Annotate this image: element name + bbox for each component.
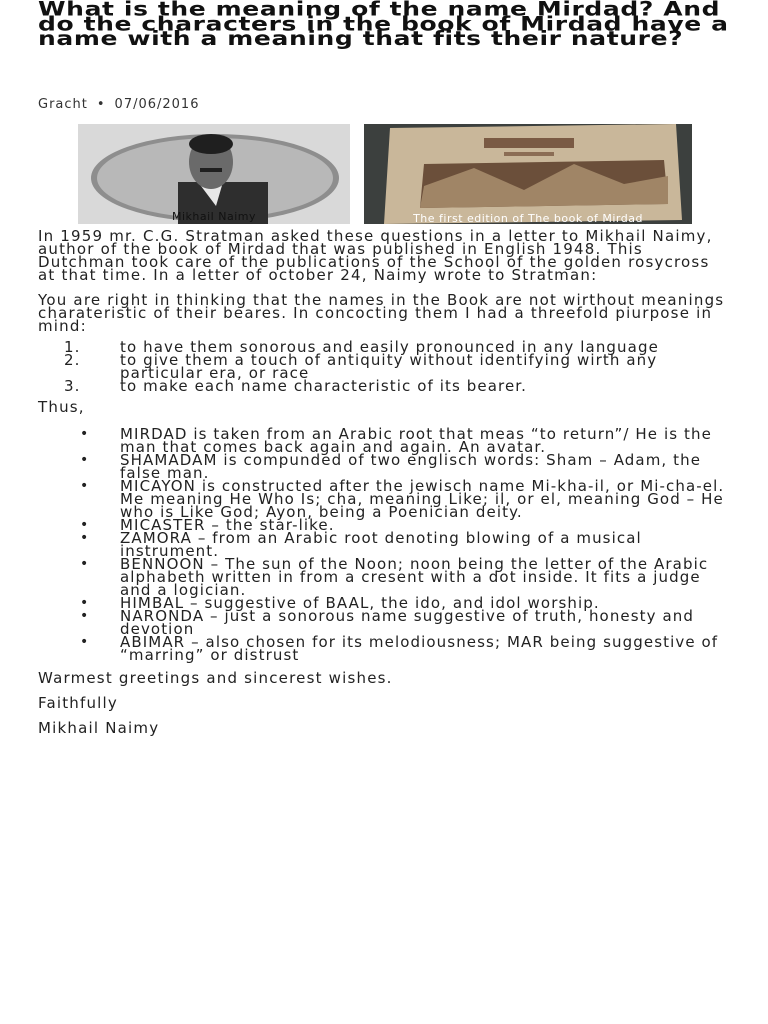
- list-item: 1. to have them sonorous and easily pronounced in any language: [64, 338, 659, 356]
- meta-separator: •: [96, 97, 106, 112]
- figure-row: [78, 124, 730, 224]
- list-item: • ABIMAR – also chosen for its melodiousness; MAR being suggestive of “marring” or distrust: [80, 633, 719, 664]
- list-item: 3. to make each name characteristic of its bearer.: [64, 377, 528, 395]
- list-item: 2. to give them a touch of antiquity without identifying wirth any particular era, or race: [64, 351, 658, 382]
- article: [38, 0, 730, 737]
- book-photo: [364, 124, 692, 224]
- article-meta: [38, 97, 199, 112]
- intro-paragraph: In 1959 mr. C.G. Stratman asked these questions in a letter to Mikhail Naimy, author of the book of Mirdad that was published in English 1948. This Dutchman took care of the publications of the School of the golden rosycross at that time. In a letter of october 24, Naimy wrote to Stratman:: [38, 227, 713, 284]
- list-item: • NARONDA – just a sonorous name suggestive of truth, honesty and devotion: [80, 607, 695, 638]
- names-list: [38, 425, 730, 664]
- article-title: What is the meaning of the name Mirdad? And do the characters in the book of Mirdad have a name with a meaning that fits their nature?: [38, 0, 729, 50]
- book-cover-image: [364, 124, 692, 224]
- portrait-photo: [78, 124, 350, 224]
- signature: Mikhail Naimy: [38, 719, 160, 737]
- list-item: • HIMBAL – suggestive of BAAL, the ido, and idol worship.: [80, 594, 600, 612]
- portrait-caption: Mikhail Naimy: [172, 210, 256, 223]
- closing-paragraph: Faithfully: [38, 694, 118, 712]
- list-item: • MIRDAD is taken from an Arabic root that meas “to return”/ He is the man that comes back again and again. An avatar.: [80, 425, 712, 456]
- list-item: • ZAMORA – from an Arabic root denoting blowing of a musical instrument.: [80, 529, 642, 560]
- purpose-list: [38, 338, 730, 395]
- list-item: • MICAYON is constructed after the jewisch name Mi-kha-il, or Mi-cha-el. Me meaning He Who Is; cha, meaning Like; il, or el, meaning God – He who is Like God; Ayon, being a Poenician deity.: [80, 477, 725, 521]
- book-caption: The first edition of The book of Mirdad: [413, 212, 643, 224]
- author-name[interactable]: Gracht: [38, 97, 88, 112]
- list-item: • BENNOON – The sun of the Noon; noon being the letter of the Arabic alphabeth written in from a cresent with a dot inside. It fits a judge and a logician.: [80, 555, 709, 599]
- thus-paragraph: Thus,: [38, 398, 85, 416]
- article-body: [38, 227, 730, 747]
- portrait-image: [78, 124, 350, 224]
- quote-paragraph: You are right in thinking that the names in the Book are not wirthout meanings charateristic of their beares. In concocting them I had a threefold piurpose in mind:: [38, 291, 725, 335]
- greeting-paragraph: Warmest greetings and sincerest wishes.: [38, 669, 393, 687]
- publish-date: 07/06/2016: [114, 97, 200, 112]
- list-item: • SHAMADAM is compunded of two englisch words: Sham – Adam, the false man.: [80, 451, 702, 482]
- list-item: • MICASTER – the star-like.: [80, 516, 335, 534]
